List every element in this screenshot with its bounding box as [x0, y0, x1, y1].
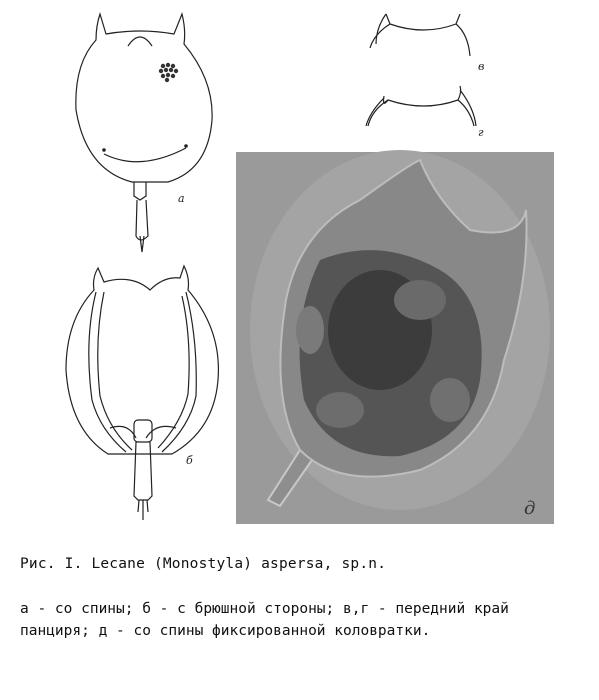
panel-label-a: а [178, 192, 185, 205]
figure-legend [20, 598, 590, 642]
panel-label-g: г [478, 126, 484, 139]
drawing-dorsal-view [76, 14, 212, 252]
drawing-anterior-edge-v [370, 14, 470, 56]
panel-label-d: д [524, 498, 536, 519]
drawing-ventral-view [66, 266, 218, 520]
figure-caption-title: Рис. I. Lecane (Monostyla) aspersa, sp.n. [20, 556, 387, 572]
drawing-anterior-edge-g [366, 86, 476, 126]
legend-line-1: а - со спины; б - с брюшной стороны; в,г - передний край [20, 601, 509, 617]
panel-label-b: б [186, 454, 193, 467]
legend-line-2: панциря; д - со спины фиксированной коловратки. [20, 623, 431, 639]
photograph-fixed-rotifer [236, 150, 554, 524]
panel-label-v: в [478, 60, 485, 73]
